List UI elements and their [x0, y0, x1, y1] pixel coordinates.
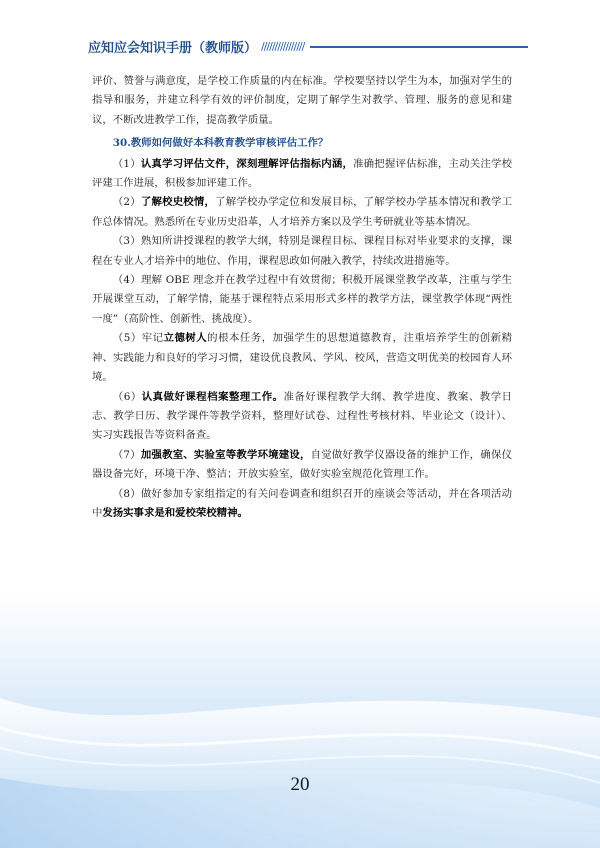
item-5-text: 的根本任务，加强学生的思想道德教育，注重培养学生的创新精神、实践能力和良好的学习习惯，建设优良教风、学风、校风，营造文明优美的校园育人环境。: [92, 332, 512, 384]
item-4-prefix: （4）: [112, 274, 141, 287]
item-2: [92, 193, 512, 232]
item-7-text: 自觉做好教学仪器设备的维护工作，确保仪器设备完好，环境干净、整洁；开放实验室，做好实验室规范化管理工作。: [92, 448, 512, 481]
item-6-text: 准备好课程教学大纲、教学进度、教案、教学日志、教学日历、教学课件等教学资料，整理好试卷、过程性考核材料、毕业论文（设计）、实习实践报告等资料备查。: [92, 390, 512, 442]
item-1-bold: 认真学习评估文件，深刻理解评估指标内涵，: [140, 157, 354, 170]
item-7-bold: 加强教室、实验室等教学环境建设，: [140, 448, 311, 461]
item-6: [92, 388, 512, 446]
item-8-text: 做好参加专家组指定的有关问卷调查和组织召开的座谈会等活动，并在各项活动中: [92, 487, 512, 519]
item-2-text: 了解学校办学定位和发展目标，了解学校办学基本情况和教学工作总体情况。熟悉所在专业历史沿革，人才培养方案以及学生考研就业等基本情况。: [92, 196, 513, 228]
item-8-prefix: （8）: [112, 487, 141, 500]
item-2-bold: 了解校史校情，: [140, 196, 216, 209]
item-5-pre: 牢记: [141, 332, 164, 345]
item-1-prefix: （1）: [112, 157, 141, 170]
item-2-prefix: （2）: [112, 196, 141, 209]
item-3-text: 熟知所讲授课程的教学大纲，特别是课程目标、课程目标对毕业要求的支撑，课程在专业人才培养中的地位、作用，课程思政如何融入教学，持续改进措施等。: [92, 235, 512, 267]
item-3-prefix: （3）: [112, 235, 141, 248]
item-4: [92, 271, 512, 329]
item-4-text: 理解 OBE 理念并在教学过程中有效贯彻；积极开展课堂教学改革，注重与学生开展课堂互动，了解学情，能基于课程特点采用形式多样的教学方法，课堂教学体现“两性一度”（高阶性、创新性、挑战度）。: [92, 274, 512, 325]
question-heading: 30.教师如何做好本科教育教学审核评估工作？: [112, 137, 329, 150]
item-1: [92, 155, 512, 194]
intro-paragraph: 评价、赞誉与满意度，是学校工作质量的内在标准。学校要坚持以学生为本，加强对学生的指导和服务，并建立科学有效的评价制度，定期了解学生对教学、管理、服务的意见和建议，不断改进教学工作，提高教学质量。: [92, 75, 512, 126]
page-number: 20: [290, 774, 310, 795]
item-1-text: 准确把握评估标准，主动关注学校评建工作进展，积极参加评建工作。: [92, 157, 512, 190]
page-body: [92, 72, 512, 523]
page-header: [88, 36, 528, 56]
item-8: [92, 485, 512, 524]
item-6-bold: 认真做好课程档案整理工作。: [141, 390, 284, 403]
item-5-prefix: （5）: [112, 332, 142, 345]
item-3: [92, 232, 512, 271]
header-slashes-decoration: ////////////////: [261, 39, 305, 53]
header-rule: [310, 46, 528, 48]
item-5: [92, 329, 512, 387]
background-wave-decoration: [0, 658, 600, 848]
item-6-prefix: （6）: [112, 390, 142, 403]
header-title: 应知应会知识手册（教师版）: [88, 40, 258, 56]
item-8-bold: 发扬实事求是和爱校荣校精神。: [102, 506, 248, 519]
item-7: [92, 446, 512, 485]
item-7-prefix: （7）: [112, 448, 141, 461]
item-5-bold: 立德树人: [163, 332, 208, 345]
